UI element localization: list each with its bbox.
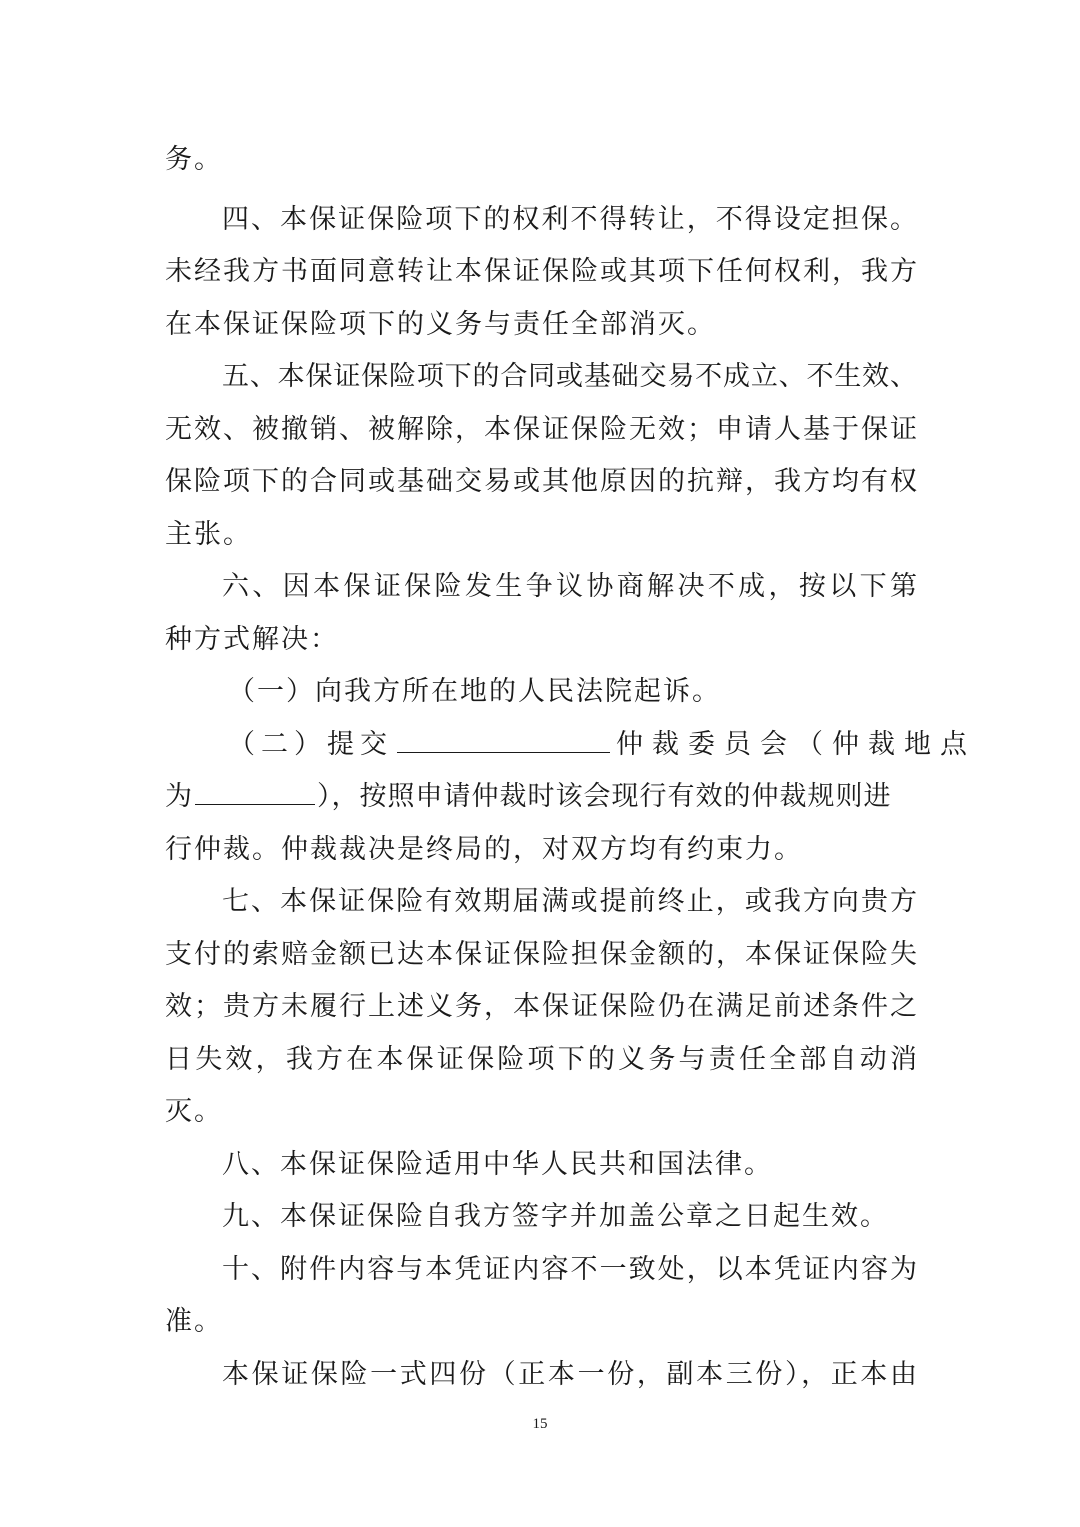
page-number: 15 — [532, 1416, 548, 1432]
text-line: 准。 — [165, 1306, 223, 1337]
text-line: 本保证保险一式四份（正本一份，副本三份），正本由 — [222, 1359, 917, 1390]
text-line: 在本保证保险项下的义务与责任全部消灭。 — [165, 309, 716, 340]
text-line: 六、因本保证保险发生争议协商解决不成，按以下第 — [222, 571, 917, 602]
text-line: 行仲裁。仲裁裁决是终局的，对双方均有约束力。 — [165, 834, 803, 865]
text-line: 效；贵方未履行上述义务，本保证保险仍在满足前述条件之 — [165, 991, 917, 1022]
text-line: 保险项下的合同或基础交易或其他原因的抗辩，我方均有权 — [165, 466, 917, 497]
text-line: 支付的索赔金额已达本保证保险担保金额的，本保证保险失 — [165, 939, 917, 970]
text-line: 十、附件内容与本凭证内容不一致处，以本凭证内容为 — [222, 1254, 917, 1285]
arbitration-commission-blank[interactable] — [397, 726, 610, 753]
text-line: 无效、被撤销、被解除，本保证保险无效；申请人基于保证 — [165, 414, 917, 445]
arbitration-place-blank[interactable] — [195, 778, 315, 805]
arbitration-place-line — [165, 777, 917, 817]
text-segment: （二）提交 — [228, 729, 393, 760]
text-segment: 为 — [165, 781, 193, 812]
text-line: 日失效，我方在本保证保险项下的义务与责任全部自动消 — [165, 1044, 917, 1075]
text-line: 九、本保证保险自我方签字并加盖公章之日起生效。 — [222, 1201, 889, 1232]
text-line: 种方式解决： — [165, 624, 339, 655]
text-line: 五、本保证保险项下的合同或基础交易不成立、不生效、 — [222, 361, 917, 392]
text-line: （一）向我方所在地的人民法院起诉。 — [228, 676, 721, 707]
text-line: 务。 — [165, 144, 223, 175]
text-line: 未经我方书面同意转让本保证保险或其项下任何权利，我方 — [165, 256, 917, 287]
text-segment: ），按照申请仲裁时该会现行有效的仲裁规则进 — [317, 781, 892, 812]
arbitration-line — [228, 725, 976, 765]
text-line: 八、本保证保险适用中华人民共和国法律。 — [222, 1149, 773, 1180]
text-line: 四、本保证保险项下的权利不得转让，不得设定担保。 — [222, 204, 917, 235]
text-line: 灭。 — [165, 1096, 223, 1127]
text-segment: 仲裁委员会（仲裁地点 — [616, 729, 976, 760]
text-line: 七、本保证保险有效期届满或提前终止，或我方向贵方 — [222, 886, 917, 917]
text-line: 主张。 — [165, 519, 252, 550]
